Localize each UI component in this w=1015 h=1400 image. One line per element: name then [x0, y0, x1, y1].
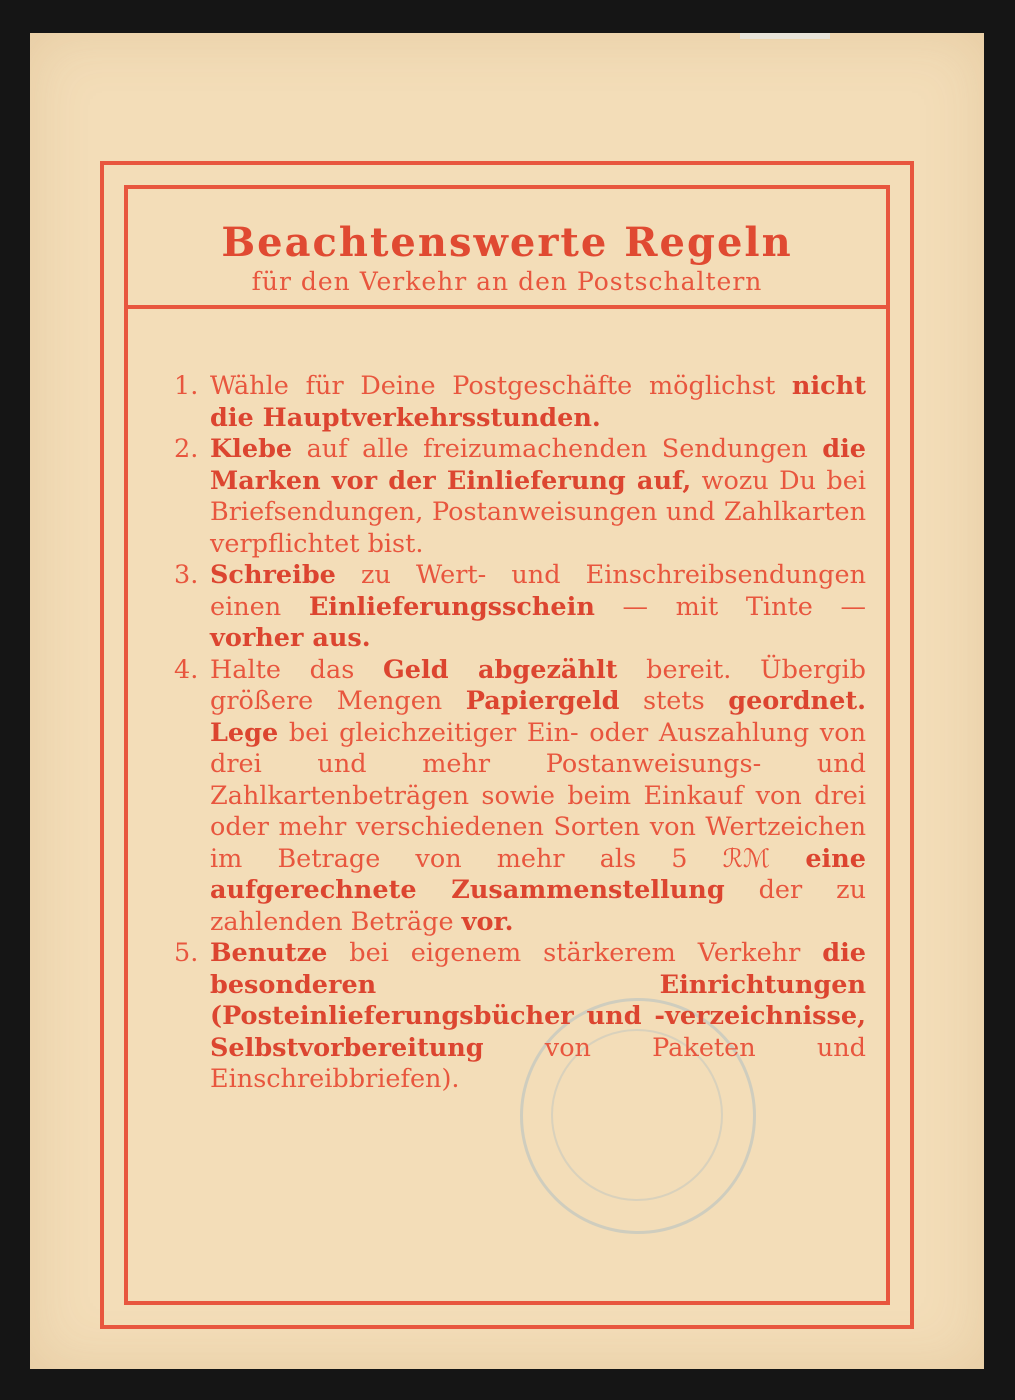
rule-emphasis: geordnet. — [728, 686, 866, 716]
rule-item — [174, 938, 866, 1096]
rule-segment: Halte das — [210, 654, 384, 685]
rule-emphasis: Papiergeld — [465, 686, 620, 716]
rule-segment: zu Wert- und Einschreibsendungen einen — [210, 560, 866, 622]
rule-number: 2. — [174, 434, 199, 464]
rule-emphasis: nicht die Hauptverkehrsstunden. — [210, 371, 866, 433]
rule-emphasis: Benutze — [210, 938, 328, 968]
page-subtitle: für den Verkehr an den Postschaltern — [251, 267, 763, 296]
rule-item — [174, 655, 866, 939]
rule-emphasis: vor. — [461, 906, 514, 937]
header-box — [128, 189, 886, 309]
rule-emphasis: Einlieferungsschein — [308, 591, 595, 622]
rule-number: 1. — [174, 371, 199, 401]
rule-item — [174, 371, 866, 434]
rule-text — [210, 434, 866, 559]
rule-text — [210, 655, 866, 937]
page-title: Beachtenswerte Regeln — [221, 219, 793, 266]
rule-number: 5. — [174, 938, 199, 968]
rule-segment: auf alle freizumachenden Sendungen — [292, 434, 823, 464]
rule-emphasis: Schreibe — [210, 560, 336, 590]
rule-emphasis: die besonderen Einrichtungen (Posteinlieferungsbücher und -verzeichnisse, Selbstvorbereitung — [210, 938, 866, 1063]
rule-segment: bereit. Übergib größere Mengen — [210, 654, 867, 716]
rule-segment: von Paketen und Einschreibbriefen). — [210, 1032, 866, 1094]
rule-number: 4. — [174, 654, 199, 685]
rule-segment: bei gleichzeitiger Ein- oder Auszahlung von drei und mehr Postanweisungs- und Zahlkartenbeträgen sowie beim Einkauf von drei oder mehr verschiedenen Sorten von Wertzeichen im Betrage von mehr als 5 ℛℳ — [210, 717, 866, 874]
rule-text — [210, 938, 866, 1094]
rule-number: 3. — [174, 560, 199, 590]
rule-segment: — mit Tinte — — [594, 591, 866, 622]
rule-item — [174, 560, 866, 655]
rule-segment: Wähle für Deine Postgeschäfte möglichst — [210, 371, 792, 401]
rule-text — [210, 560, 866, 653]
rule-emphasis: die Marken vor der Einlieferung auf, — [210, 434, 866, 496]
postal-form-card — [30, 33, 984, 1369]
rule-segment: stets — [619, 686, 729, 716]
rule-emphasis: eine aufgerechnete Zusammenstellung — [210, 843, 866, 905]
paper-scuff — [740, 33, 830, 39]
rule-text — [210, 371, 866, 433]
rule-item — [174, 434, 866, 560]
rule-segment: wozu Du bei Briefsendungen, Postanweisungen und Zahlkarten verpflichtet bist. — [210, 465, 866, 559]
rule-segment: bei eigenem stärkerem Verkehr — [327, 938, 823, 968]
rule-emphasis: Geld abgezählt — [383, 654, 618, 685]
rule-segment: der zu zahlenden Beträge — [210, 875, 866, 937]
inner-border-frame — [124, 185, 890, 1305]
rule-emphasis: Klebe — [210, 434, 293, 464]
rule-emphasis: vorher aus. — [210, 623, 371, 653]
rule-emphasis: Lege — [210, 717, 279, 748]
rules-list — [174, 371, 866, 1096]
